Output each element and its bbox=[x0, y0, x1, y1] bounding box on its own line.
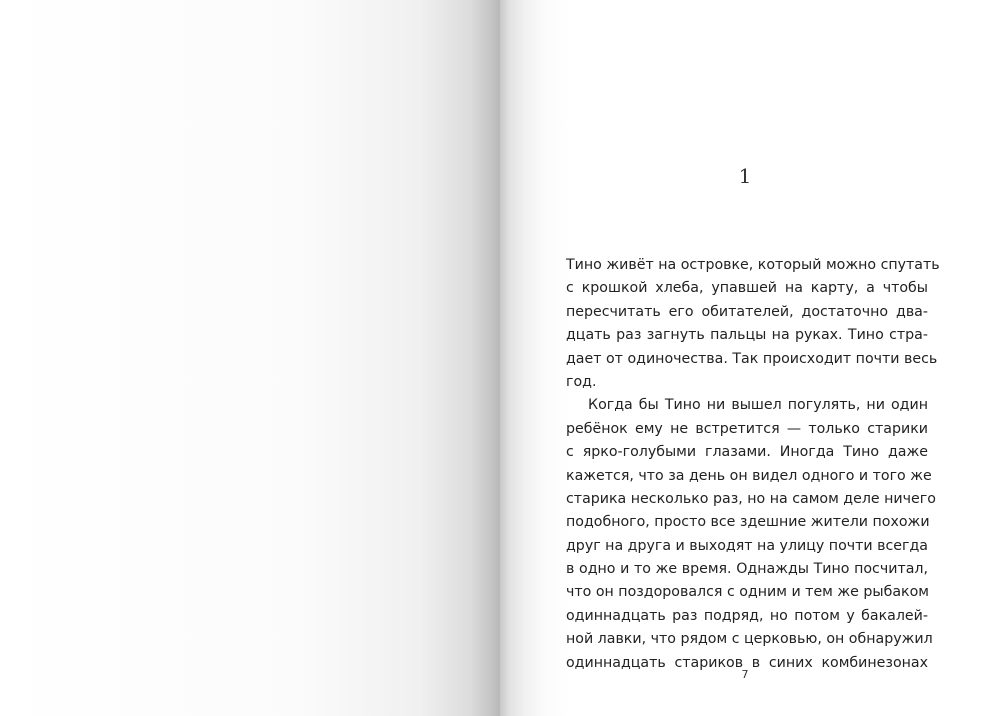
text-line: дает от одиночества. Так происходит почти весь bbox=[566, 350, 938, 367]
text-line: кажется, что за день он видел одного и того же bbox=[566, 467, 932, 484]
chapter-number: 1 bbox=[738, 164, 752, 188]
text-line: старика несколько раз, но на самом деле ничего bbox=[566, 490, 936, 507]
text-line: Тино живёт на островке, который можно спутать bbox=[566, 257, 940, 273]
text-line: с ярко-голубыми глазами. Иногда Тино даже bbox=[566, 444, 928, 461]
text-line: в одно и то же время. Однажды Тино посчитал, bbox=[566, 561, 928, 578]
text-line: одиннадцать стариков в синих комбинезонах bbox=[566, 654, 928, 671]
text-line: подобного, просто все здешние жители похожи bbox=[566, 514, 930, 531]
text-line: что он поздоровался с одним и тем же рыбаком bbox=[566, 584, 930, 601]
text-line: одиннадцать раз подряд, но потом у бакалей- bbox=[566, 607, 928, 624]
left-page bbox=[0, 0, 500, 716]
page-number: 7 bbox=[741, 668, 749, 681]
text-line: Когда бы Тино ни вышел погулять, ни один bbox=[588, 397, 928, 414]
text-line: друг на друга и выходят на улицу почти всегда bbox=[566, 537, 928, 554]
text-line: пересчитать его обитателей, достаточно два- bbox=[566, 303, 928, 320]
text-line: дцать раз загнуть пальцы на руках. Тино стра- bbox=[566, 327, 928, 344]
text-line: год. bbox=[566, 373, 597, 390]
text-line: с крошкой хлеба, упавшей на карту, а чтобы bbox=[566, 280, 928, 297]
text-line: ребёнок ему не встретится — только старики bbox=[566, 420, 928, 437]
chapter-text bbox=[566, 254, 940, 675]
text-line: ной лавки, что рядом с церковью, он обнаружил bbox=[566, 631, 933, 648]
